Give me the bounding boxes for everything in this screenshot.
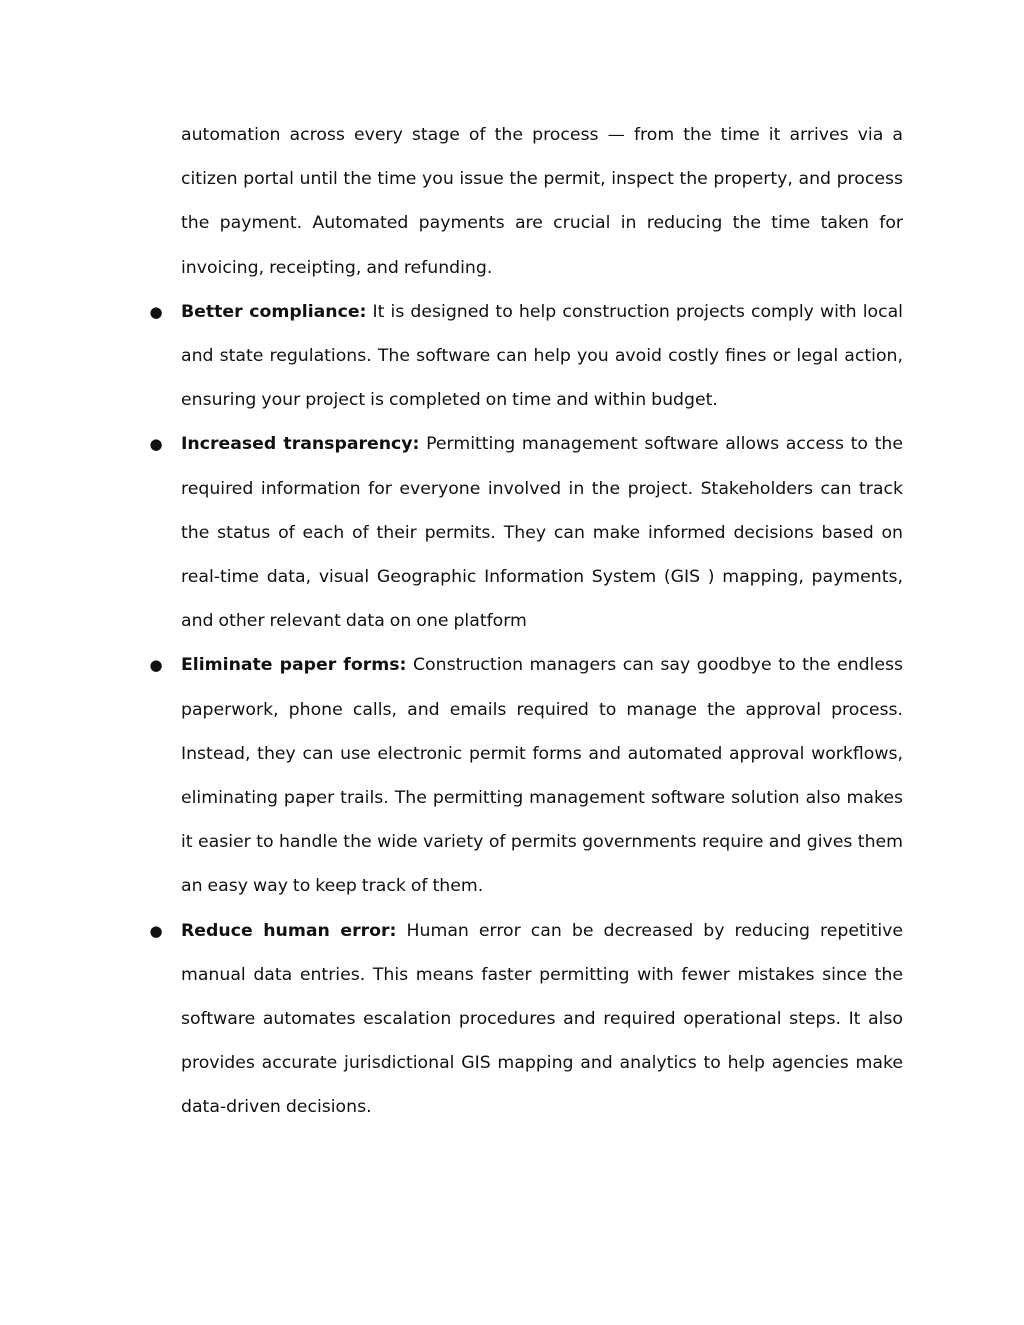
bullet-title: Eliminate paper forms: bbox=[181, 655, 407, 676]
bullet-icon: ● bbox=[149, 302, 163, 321]
bullet-text: Construction managers can say goodbye to the endless paperwork, phone calls, and emails required to manage the approval process. Instead, they can use electronic permit forms and automated approval workflows, eliminating paper trails. The permitting management software solution also makes it easier to handle the wide variety of permits governments require and gives them an easy way to keep track of them. bbox=[181, 655, 903, 897]
bullet-title: Better compliance: bbox=[181, 301, 367, 322]
bullet-title: Reduce human error: bbox=[181, 920, 397, 941]
list-item-reduce-human-error bbox=[149, 909, 903, 1130]
intro-paragraph: automation across every stage of the process — from the time it arrives via a citizen portal until the time you issue the permit, inspect the property, and process the payment. Automated payments are crucial in reducing the time taken for invoicing, receipting, and refunding. bbox=[181, 125, 903, 278]
document-body bbox=[149, 113, 903, 1130]
bullet-title: Increased transparency: bbox=[181, 434, 420, 455]
bullet-text: Permitting management software allows access to the required information for everyone involved in the project. Stakeholders can track the status of each of their permits. They can make informed decisions based on real-time data, visual Geographic Information System (GIS ) mapping, payments, and other relevant data on one platform bbox=[181, 434, 903, 632]
list-item-eliminate-paper-forms bbox=[149, 643, 903, 908]
bullet-text: Human error can be decreased by reducing repetitive manual data entries. This means faster permitting with fewer mistakes since the software automates escalation procedures and required operational steps. It also provides accurate jurisdictional GIS mapping and analytics to help agencies make data-driven decisions. bbox=[181, 920, 903, 1118]
bullet-text: It is designed to help construction projects comply with local and state regulations. The software can help you avoid costly fines or legal action, ensuring your project is completed on time and within budget. bbox=[181, 301, 903, 411]
bullet-icon: ● bbox=[149, 435, 163, 454]
benefits-list bbox=[149, 290, 903, 1130]
bullet-icon: ● bbox=[149, 921, 163, 940]
list-item-increased-transparency bbox=[149, 422, 903, 643]
bullet-icon: ● bbox=[149, 656, 163, 675]
list-item-better-compliance bbox=[149, 290, 903, 423]
